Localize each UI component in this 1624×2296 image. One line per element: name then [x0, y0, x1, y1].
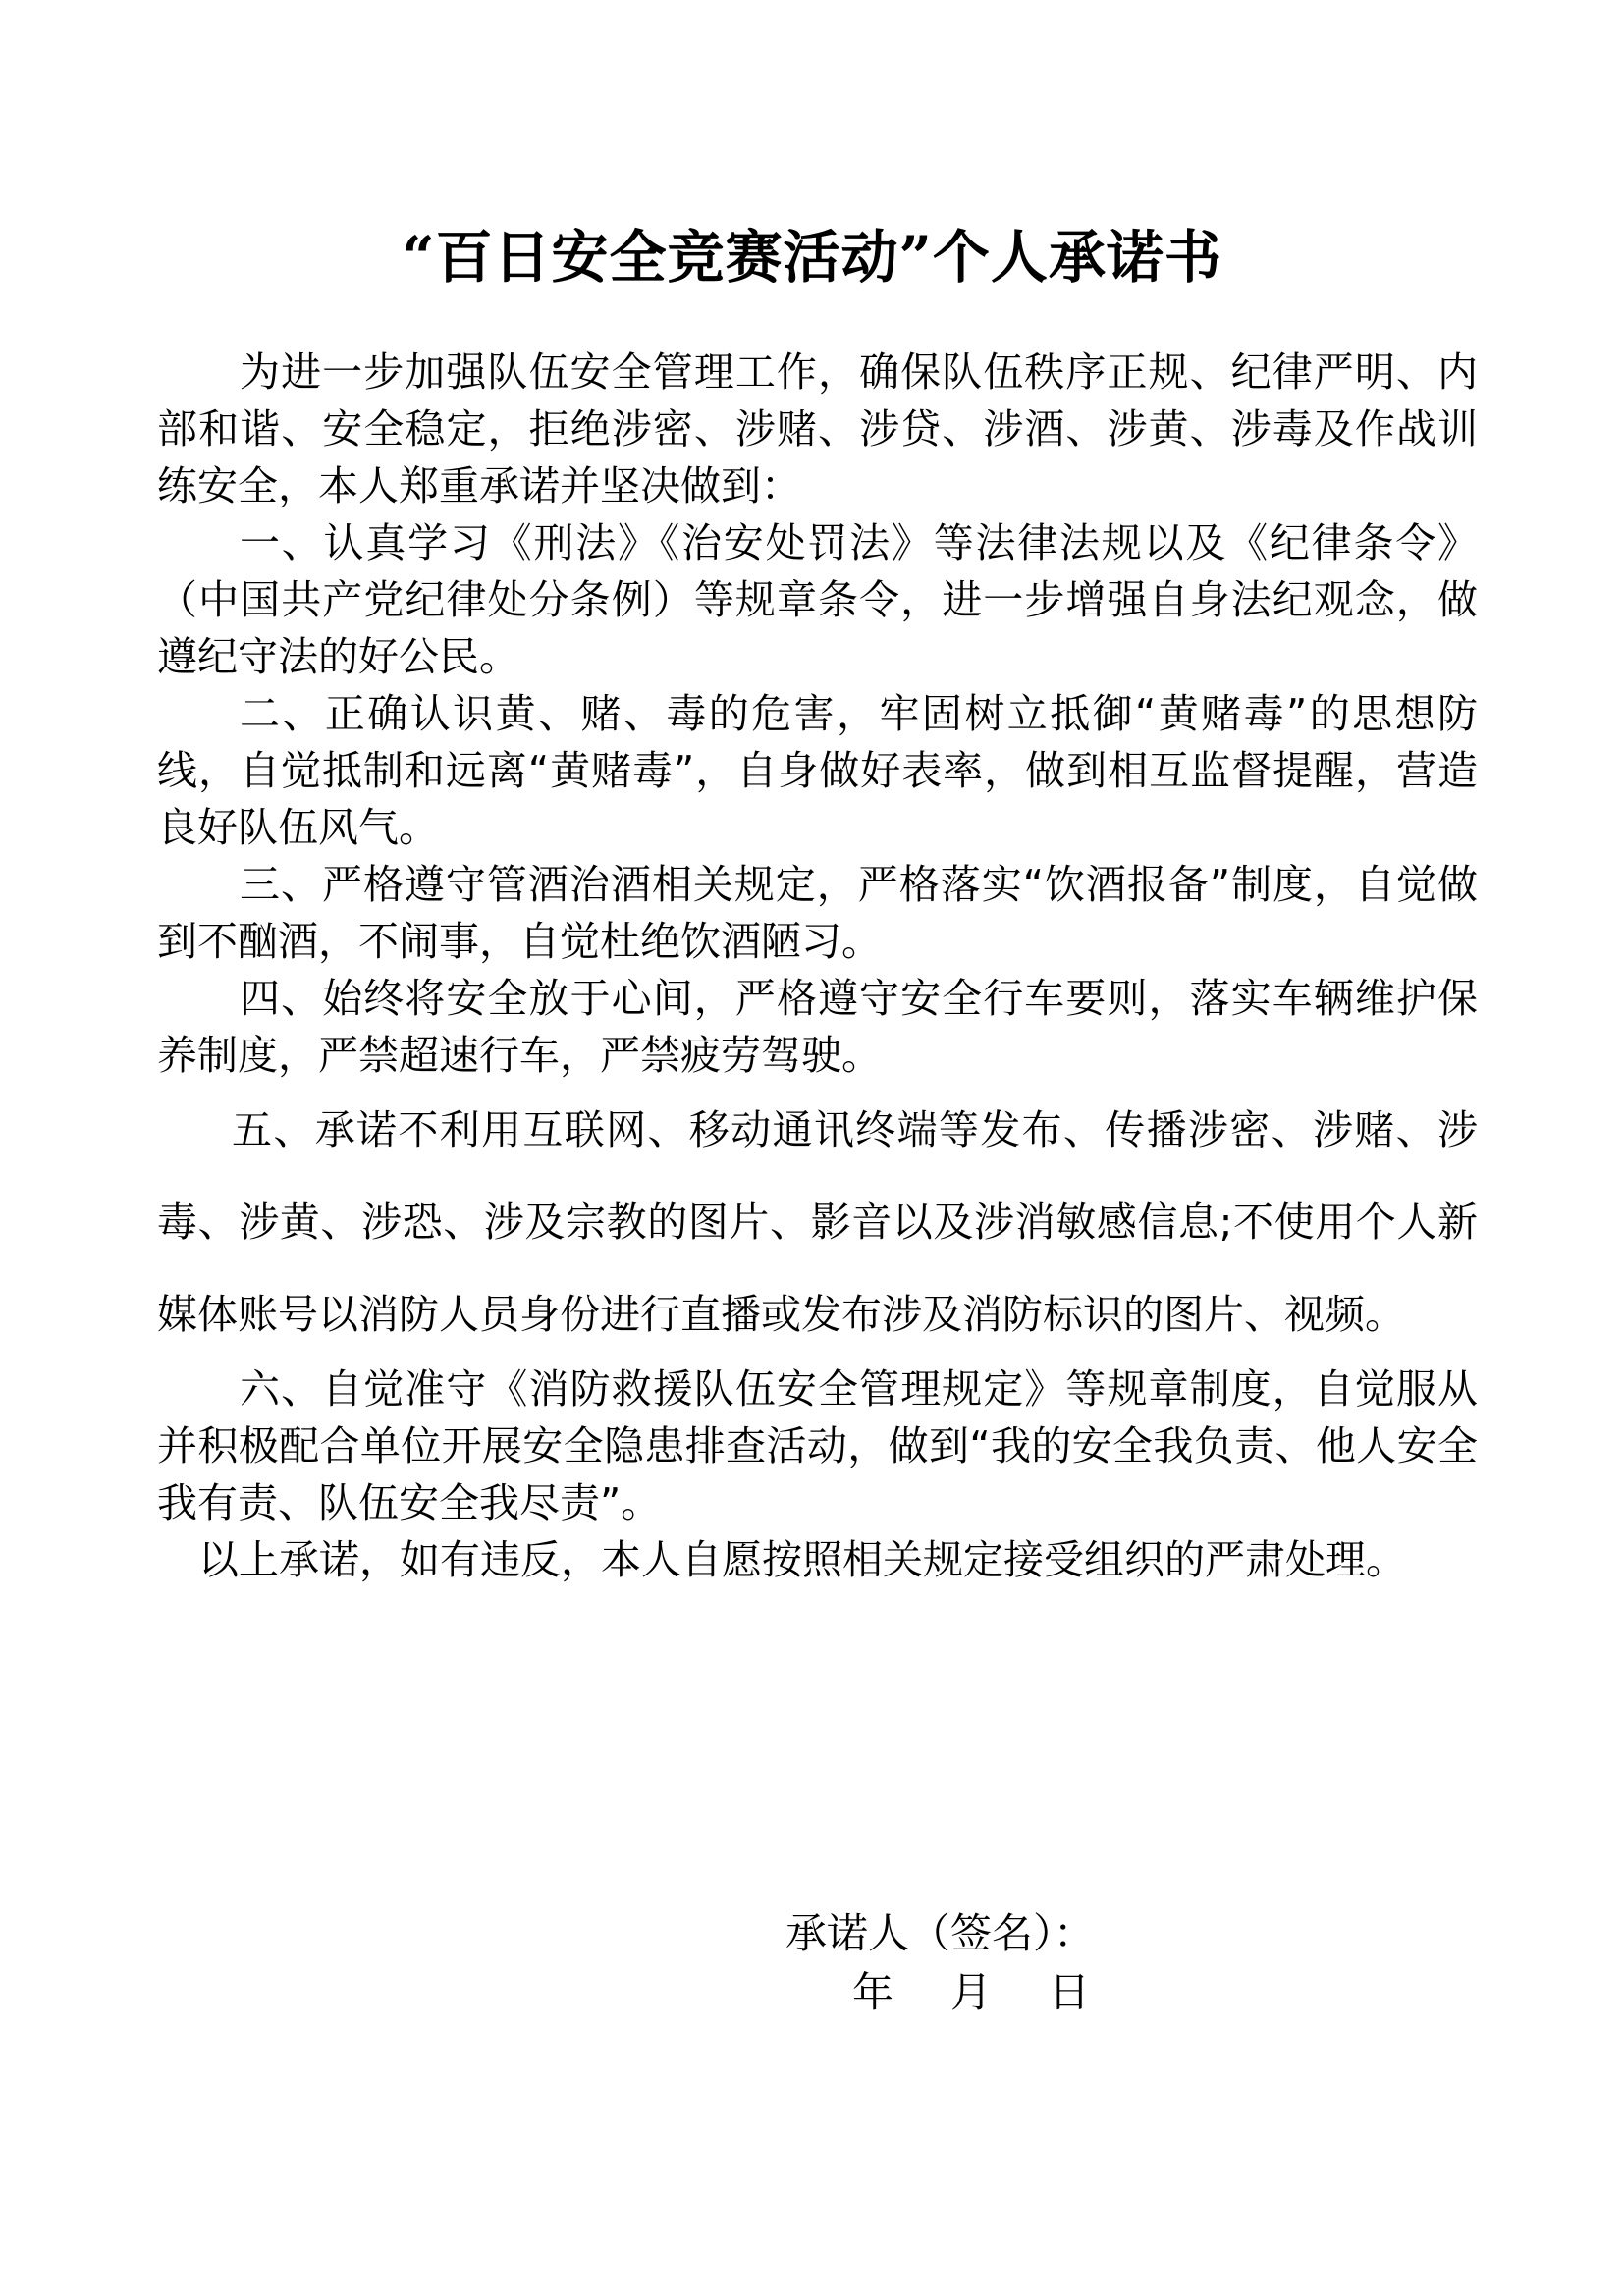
intro-paragraph: 为进一步加强队伍安全管理工作，确保队伍秩序正规、纪律严明、内部和谐、安全稳定，拒绝涉密、涉赌、涉贷、涉酒、涉黄、涉毒及作战训练安全，本人郑重承诺并坚决做到： — [157, 348, 1478, 509]
signature-label: 承诺人（签名）： — [785, 1909, 1096, 1957]
commitment-item-1: 一、认真学习《刑法》《治安处罚法》等法律法规以及《纪律条令》（中国共产党纪律处分条例）等规章条令，进一步增强自身法纪观念，做遵纪守法的好公民。 — [157, 519, 1478, 680]
date-year-label: 年 — [852, 1968, 894, 2016]
document-body — [157, 344, 1478, 1588]
commitment-item-2: 二、正确认识黄、赌、毒的危害，牢固树立抵御“黄赌毒”的思想防线，自觉抵制和远离“黄赌毒”，自身做好表率，做到相互监督提醒，营造良好队伍风气。 — [157, 690, 1478, 851]
date-month-label: 月 — [950, 1968, 993, 2016]
date-day-label: 日 — [1049, 1968, 1091, 2016]
commitment-item-4: 四、始终将安全放于心间，严格遵守安全行车要则，落实车辆维护保养制度，严禁超速行车，严禁疲劳驾驶。 — [157, 975, 1478, 1079]
date-line — [852, 1963, 1090, 2022]
commitment-item-5: 五、承诺不利用互联网、移动通讯终端等发布、传播涉密、涉赌、涉毒、涉黄、涉恐、涉及宗教的图片、影音以及涉消敏感信息;不使用个人新媒体账号以消防人员身份进行直播或发布涉及消防标识的图片、视频。 — [157, 1106, 1478, 1338]
commitment-item-3: 三、严格遵守管酒治酒相关规定，严格落实“饮酒报备”制度，自觉做到不酗酒，不闹事，自觉杜绝饮酒陋习。 — [157, 861, 1478, 965]
document-title: “百日安全竞赛活动”个人承诺书 — [402, 224, 1222, 291]
closing-statement: 以上承诺，如有违反，本人自愿按照相关规定接受组织的严肃处理。 — [198, 1536, 1406, 1583]
commitment-item-6: 六、自觉准守《消防救援队伍安全管理规定》等规章制度，自觉服从并积极配合单位开展安全隐患排查活动，做到“我的安全我负责、他人安全我有责、队伍安全我尽责”。 — [157, 1365, 1478, 1526]
